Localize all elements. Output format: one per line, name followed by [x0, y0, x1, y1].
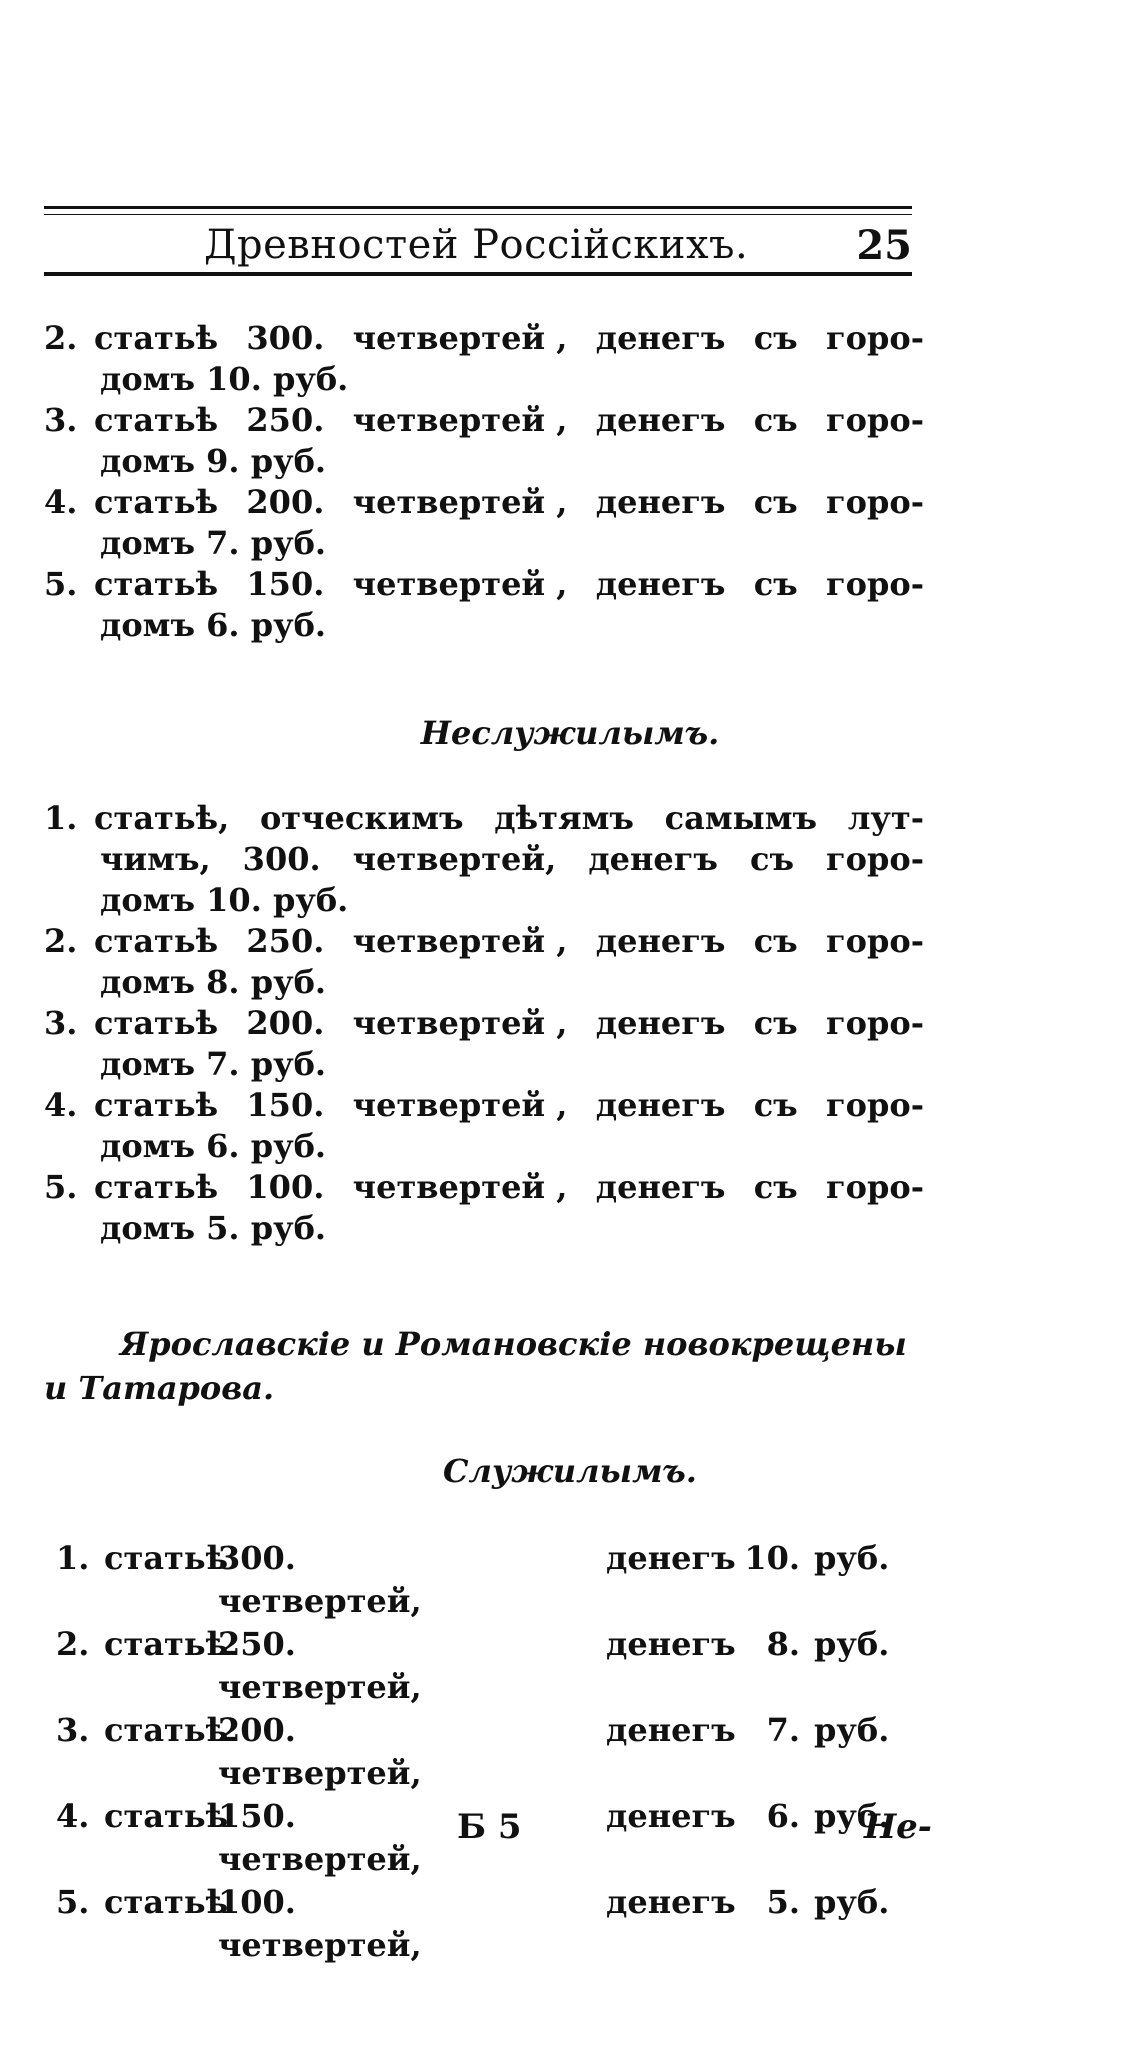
section1-entries [44, 318, 924, 646]
running-title: Древностей Россійскихъ. [204, 222, 749, 268]
table-row: 4. статьѣ 150. четвертей, денегъ 6. руб. [56, 1797, 890, 1878]
list-item: 1. статьѣ, отческимъ дѣтямъ самымъ лут- чимъ, 300. четвертей, денегъ съ горо- домъ 10. руб. [44, 799, 924, 919]
section3-title-line1: Ярославскіе и Романовскіе новокрещены [120, 1325, 907, 1363]
table-row: 2. статьѣ 250. четвертей, денегъ 8. руб. [56, 1625, 890, 1706]
table-row: 1. статьѣ 300. четвертей, денегъ 10. руб. [56, 1539, 890, 1620]
section3-table [56, 1537, 916, 1967]
list-item: 5. статьѣ 100. четвертей , денегъ съ горо- домъ 5. руб. [44, 1168, 924, 1247]
top-rule-thin [44, 214, 912, 215]
section3-title [44, 1322, 924, 1410]
catchword: Не- [864, 1807, 932, 1847]
signature-mark: Б 5 [457, 1807, 522, 1847]
page-number: 25 [856, 222, 912, 269]
table-row: 5. статьѣ 100. четвертей, денегъ 5. руб. [56, 1883, 890, 1964]
top-rule [44, 206, 912, 209]
list-item: 3. статьѣ 250. четвертей , денегъ съ горо- домъ 9. руб. [44, 401, 924, 480]
section2-entries [44, 798, 924, 1249]
section3-title-line2: и Татарова. [44, 1369, 275, 1407]
list-item: 3. статьѣ 200. четвертей , денегъ съ горо- домъ 7. руб. [44, 1004, 924, 1083]
list-item: 2. статьѣ 250. четвертей , денегъ съ горо- домъ 8. руб. [44, 922, 924, 1001]
list-item: 2. статьѣ 300. четвертей , денегъ съ горо- домъ 10. руб. [44, 319, 924, 398]
table-row: 3. статьѣ 200. четвертей, денегъ 7. руб. [56, 1711, 890, 1792]
section3-heading: Служилымъ. [443, 1452, 697, 1490]
list-item: 4. статьѣ 200. четвертей , денегъ съ горо- домъ 7. руб. [44, 483, 924, 562]
list-item: 5. статьѣ 150. четвертей , денегъ съ горо- домъ 6. руб. [44, 565, 924, 644]
running-head [44, 222, 912, 276]
list-item: 4. статьѣ 150. четвертей , денегъ съ горо- домъ 6. руб. [44, 1086, 924, 1165]
section2-heading: Неслужилымъ. [420, 714, 720, 752]
